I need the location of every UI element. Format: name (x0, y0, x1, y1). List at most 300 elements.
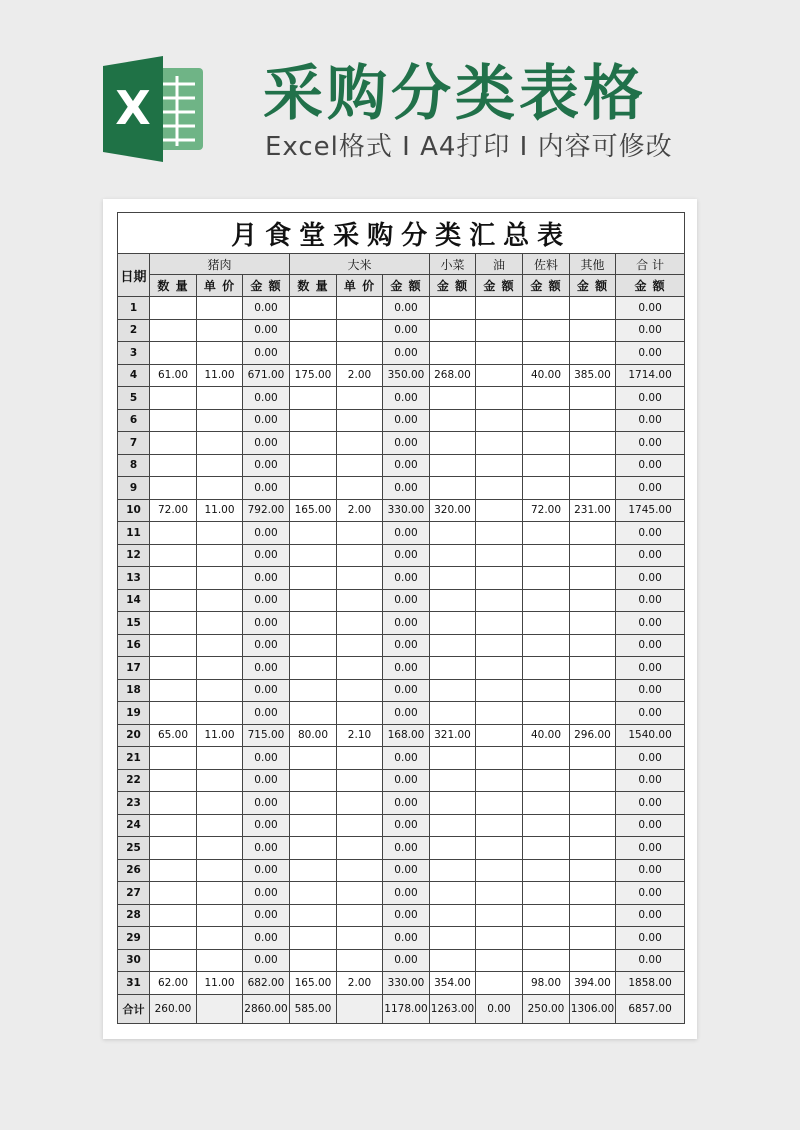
cell-pork-amount[interactable]: 0.00 (243, 747, 290, 770)
cell-other-amount[interactable] (570, 454, 616, 477)
cell-oil-amount[interactable] (476, 814, 523, 837)
cell-vegetables-amount[interactable] (430, 837, 476, 860)
cell-vegetables-amount[interactable] (430, 949, 476, 972)
cell-rice-price[interactable] (337, 927, 383, 950)
total-rice-amount[interactable]: 1178.00 (383, 994, 430, 1023)
cell-seasoning-amount[interactable] (523, 567, 570, 590)
cell-seasoning-amount[interactable] (523, 454, 570, 477)
cell-pork-amount[interactable]: 0.00 (243, 634, 290, 657)
cell-date[interactable]: 28 (118, 904, 150, 927)
cell-pork-quantity[interactable]: 72.00 (150, 499, 197, 522)
cell-other-amount[interactable] (570, 387, 616, 410)
cell-pork-quantity[interactable] (150, 747, 197, 770)
cell-date[interactable]: 5 (118, 387, 150, 410)
cell-date[interactable]: 2 (118, 319, 150, 342)
cell-pork-quantity[interactable] (150, 837, 197, 860)
cell-rice-quantity[interactable] (290, 837, 337, 860)
cell-other-amount[interactable]: 231.00 (570, 499, 616, 522)
cell-other-amount[interactable] (570, 792, 616, 815)
total-total-amount[interactable]: 6857.00 (616, 994, 685, 1023)
cell-other-amount[interactable] (570, 657, 616, 680)
cell-vegetables-amount[interactable] (430, 522, 476, 545)
cell-vegetables-amount[interactable] (430, 814, 476, 837)
cell-total-amount[interactable]: 0.00 (616, 522, 685, 545)
cell-oil-amount[interactable] (476, 364, 523, 387)
cell-rice-amount[interactable]: 0.00 (383, 522, 430, 545)
cell-rice-quantity[interactable] (290, 657, 337, 680)
cell-pork-price[interactable] (197, 927, 243, 950)
cell-pork-amount[interactable]: 0.00 (243, 387, 290, 410)
cell-date[interactable]: 4 (118, 364, 150, 387)
cell-total-amount[interactable]: 0.00 (616, 769, 685, 792)
cell-seasoning-amount[interactable] (523, 634, 570, 657)
cell-rice-quantity[interactable] (290, 949, 337, 972)
cell-other-amount[interactable] (570, 612, 616, 635)
cell-rice-quantity[interactable] (290, 432, 337, 455)
cell-pork-quantity[interactable] (150, 792, 197, 815)
cell-vegetables-amount[interactable] (430, 882, 476, 905)
cell-rice-price[interactable] (337, 454, 383, 477)
cell-pork-quantity[interactable]: 61.00 (150, 364, 197, 387)
cell-pork-price[interactable] (197, 814, 243, 837)
cell-pork-amount[interactable]: 0.00 (243, 567, 290, 590)
total-rice-price[interactable] (337, 994, 383, 1023)
cell-date[interactable]: 17 (118, 657, 150, 680)
cell-rice-quantity[interactable] (290, 544, 337, 567)
cell-other-amount[interactable] (570, 949, 616, 972)
cell-total-amount[interactable]: 0.00 (616, 544, 685, 567)
cell-pork-price[interactable]: 11.00 (197, 724, 243, 747)
cell-rice-quantity[interactable]: 165.00 (290, 499, 337, 522)
total-oil-amount[interactable]: 0.00 (476, 994, 523, 1023)
cell-pork-amount[interactable]: 0.00 (243, 679, 290, 702)
cell-pork-price[interactable] (197, 432, 243, 455)
cell-total-amount[interactable]: 0.00 (616, 319, 685, 342)
cell-oil-amount[interactable] (476, 859, 523, 882)
cell-total-amount[interactable]: 0.00 (616, 882, 685, 905)
cell-vegetables-amount[interactable] (430, 769, 476, 792)
cell-rice-amount[interactable]: 0.00 (383, 747, 430, 770)
cell-rice-price[interactable] (337, 544, 383, 567)
cell-rice-price[interactable] (337, 634, 383, 657)
cell-pork-price[interactable] (197, 544, 243, 567)
cell-vegetables-amount[interactable]: 320.00 (430, 499, 476, 522)
cell-total-amount[interactable]: 1745.00 (616, 499, 685, 522)
cell-date[interactable]: 15 (118, 612, 150, 635)
cell-other-amount[interactable] (570, 814, 616, 837)
cell-pork-amount[interactable]: 0.00 (243, 702, 290, 725)
cell-vegetables-amount[interactable] (430, 792, 476, 815)
cell-other-amount[interactable] (570, 837, 616, 860)
cell-rice-price[interactable] (337, 679, 383, 702)
cell-rice-amount[interactable]: 0.00 (383, 544, 430, 567)
cell-total-amount[interactable]: 0.00 (616, 634, 685, 657)
cell-pork-quantity[interactable] (150, 387, 197, 410)
cell-total-amount[interactable]: 1540.00 (616, 724, 685, 747)
cell-pork-amount[interactable]: 0.00 (243, 432, 290, 455)
cell-seasoning-amount[interactable] (523, 814, 570, 837)
cell-other-amount[interactable] (570, 319, 616, 342)
cell-other-amount[interactable] (570, 432, 616, 455)
cell-rice-amount[interactable]: 0.00 (383, 814, 430, 837)
cell-rice-amount[interactable]: 0.00 (383, 454, 430, 477)
cell-other-amount[interactable] (570, 567, 616, 590)
cell-oil-amount[interactable] (476, 837, 523, 860)
cell-rice-price[interactable] (337, 814, 383, 837)
cell-total-amount[interactable]: 0.00 (616, 477, 685, 500)
cell-seasoning-amount[interactable] (523, 837, 570, 860)
cell-rice-quantity[interactable] (290, 634, 337, 657)
cell-oil-amount[interactable] (476, 949, 523, 972)
cell-rice-quantity[interactable] (290, 769, 337, 792)
cell-pork-price[interactable] (197, 567, 243, 590)
total-pork-amount[interactable]: 2860.00 (243, 994, 290, 1023)
cell-other-amount[interactable] (570, 904, 616, 927)
cell-date[interactable]: 14 (118, 589, 150, 612)
cell-rice-quantity[interactable] (290, 927, 337, 950)
cell-pork-quantity[interactable] (150, 927, 197, 950)
cell-rice-price[interactable] (337, 522, 383, 545)
cell-pork-quantity[interactable] (150, 522, 197, 545)
cell-seasoning-amount[interactable] (523, 387, 570, 410)
cell-rice-quantity[interactable] (290, 589, 337, 612)
cell-seasoning-amount[interactable] (523, 612, 570, 635)
cell-other-amount[interactable] (570, 522, 616, 545)
cell-total-amount[interactable]: 0.00 (616, 679, 685, 702)
cell-rice-price[interactable] (337, 477, 383, 500)
cell-pork-amount[interactable]: 0.00 (243, 882, 290, 905)
cell-oil-amount[interactable] (476, 454, 523, 477)
cell-oil-amount[interactable] (476, 297, 523, 320)
cell-rice-amount[interactable]: 0.00 (383, 769, 430, 792)
cell-rice-quantity[interactable] (290, 387, 337, 410)
cell-rice-price[interactable] (337, 589, 383, 612)
cell-date[interactable]: 7 (118, 432, 150, 455)
cell-total-amount[interactable]: 0.00 (616, 792, 685, 815)
cell-pork-amount[interactable]: 0.00 (243, 792, 290, 815)
cell-seasoning-amount[interactable] (523, 544, 570, 567)
cell-date[interactable]: 22 (118, 769, 150, 792)
cell-rice-quantity[interactable] (290, 612, 337, 635)
cell-rice-quantity[interactable] (290, 409, 337, 432)
cell-pork-amount[interactable]: 0.00 (243, 522, 290, 545)
cell-seasoning-amount[interactable] (523, 949, 570, 972)
cell-date[interactable]: 20 (118, 724, 150, 747)
cell-pork-price[interactable] (197, 657, 243, 680)
cell-vegetables-amount[interactable] (430, 432, 476, 455)
cell-rice-quantity[interactable] (290, 904, 337, 927)
cell-seasoning-amount[interactable] (523, 679, 570, 702)
cell-date[interactable]: 24 (118, 814, 150, 837)
cell-rice-amount[interactable]: 0.00 (383, 859, 430, 882)
cell-pork-quantity[interactable] (150, 477, 197, 500)
cell-seasoning-amount[interactable] (523, 522, 570, 545)
cell-total-amount[interactable]: 0.00 (616, 342, 685, 365)
cell-rice-amount[interactable]: 0.00 (383, 904, 430, 927)
cell-date[interactable]: 1 (118, 297, 150, 320)
cell-pork-amount[interactable]: 0.00 (243, 342, 290, 365)
cell-pork-quantity[interactable] (150, 769, 197, 792)
cell-vegetables-amount[interactable] (430, 927, 476, 950)
cell-pork-amount[interactable]: 0.00 (243, 409, 290, 432)
cell-rice-price[interactable]: 2.10 (337, 724, 383, 747)
cell-oil-amount[interactable] (476, 724, 523, 747)
cell-other-amount[interactable] (570, 477, 616, 500)
cell-rice-price[interactable]: 2.00 (337, 972, 383, 995)
cell-rice-amount[interactable]: 330.00 (383, 499, 430, 522)
cell-pork-quantity[interactable] (150, 634, 197, 657)
cell-total-amount[interactable]: 0.00 (616, 949, 685, 972)
cell-pork-quantity[interactable] (150, 567, 197, 590)
cell-seasoning-amount[interactable] (523, 882, 570, 905)
cell-pork-price[interactable] (197, 792, 243, 815)
cell-date[interactable]: 26 (118, 859, 150, 882)
cell-rice-price[interactable] (337, 432, 383, 455)
cell-total-amount[interactable]: 0.00 (616, 612, 685, 635)
cell-rice-quantity[interactable] (290, 702, 337, 725)
cell-rice-price[interactable] (337, 859, 383, 882)
cell-pork-amount[interactable]: 792.00 (243, 499, 290, 522)
cell-pork-amount[interactable]: 0.00 (243, 949, 290, 972)
cell-pork-amount[interactable]: 0.00 (243, 927, 290, 950)
cell-seasoning-amount[interactable] (523, 297, 570, 320)
cell-other-amount[interactable] (570, 679, 616, 702)
cell-rice-amount[interactable]: 0.00 (383, 612, 430, 635)
cell-other-amount[interactable] (570, 409, 616, 432)
cell-oil-amount[interactable] (476, 499, 523, 522)
cell-other-amount[interactable] (570, 747, 616, 770)
cell-other-amount[interactable] (570, 769, 616, 792)
cell-rice-amount[interactable]: 168.00 (383, 724, 430, 747)
cell-pork-quantity[interactable] (150, 342, 197, 365)
cell-total-amount[interactable]: 0.00 (616, 297, 685, 320)
cell-rice-price[interactable] (337, 769, 383, 792)
cell-pork-quantity[interactable] (150, 432, 197, 455)
cell-other-amount[interactable] (570, 882, 616, 905)
cell-oil-amount[interactable] (476, 567, 523, 590)
cell-seasoning-amount[interactable]: 98.00 (523, 972, 570, 995)
cell-rice-price[interactable] (337, 297, 383, 320)
cell-seasoning-amount[interactable] (523, 769, 570, 792)
cell-pork-quantity[interactable] (150, 679, 197, 702)
cell-vegetables-amount[interactable]: 354.00 (430, 972, 476, 995)
cell-rice-amount[interactable]: 0.00 (383, 949, 430, 972)
cell-vegetables-amount[interactable] (430, 904, 476, 927)
cell-pork-amount[interactable]: 682.00 (243, 972, 290, 995)
cell-rice-amount[interactable]: 0.00 (383, 342, 430, 365)
cell-rice-price[interactable] (337, 612, 383, 635)
cell-oil-amount[interactable] (476, 477, 523, 500)
cell-pork-quantity[interactable] (150, 949, 197, 972)
cell-pork-quantity[interactable] (150, 409, 197, 432)
cell-pork-quantity[interactable] (150, 657, 197, 680)
cell-other-amount[interactable]: 394.00 (570, 972, 616, 995)
cell-vegetables-amount[interactable]: 321.00 (430, 724, 476, 747)
cell-total-amount[interactable]: 1858.00 (616, 972, 685, 995)
cell-rice-amount[interactable]: 350.00 (383, 364, 430, 387)
cell-pork-price[interactable] (197, 342, 243, 365)
cell-vegetables-amount[interactable] (430, 679, 476, 702)
cell-date[interactable]: 25 (118, 837, 150, 860)
cell-oil-amount[interactable] (476, 679, 523, 702)
cell-rice-amount[interactable]: 0.00 (383, 634, 430, 657)
cell-pork-price[interactable] (197, 612, 243, 635)
cell-total-amount[interactable]: 0.00 (616, 747, 685, 770)
cell-vegetables-amount[interactable] (430, 319, 476, 342)
cell-date[interactable]: 18 (118, 679, 150, 702)
cell-rice-quantity[interactable]: 80.00 (290, 724, 337, 747)
cell-pork-quantity[interactable] (150, 319, 197, 342)
cell-pork-price[interactable] (197, 297, 243, 320)
cell-oil-amount[interactable] (476, 522, 523, 545)
cell-rice-amount[interactable]: 0.00 (383, 409, 430, 432)
cell-rice-price[interactable] (337, 567, 383, 590)
cell-rice-quantity[interactable] (290, 679, 337, 702)
cell-date[interactable]: 31 (118, 972, 150, 995)
cell-seasoning-amount[interactable] (523, 319, 570, 342)
cell-rice-price[interactable] (337, 882, 383, 905)
cell-rice-amount[interactable]: 0.00 (383, 792, 430, 815)
cell-oil-amount[interactable] (476, 342, 523, 365)
cell-pork-price[interactable] (197, 949, 243, 972)
cell-total-amount[interactable]: 0.00 (616, 814, 685, 837)
cell-seasoning-amount[interactable] (523, 657, 570, 680)
cell-pork-price[interactable] (197, 904, 243, 927)
cell-oil-amount[interactable] (476, 319, 523, 342)
cell-total-amount[interactable]: 0.00 (616, 387, 685, 410)
cell-pork-quantity[interactable]: 65.00 (150, 724, 197, 747)
cell-other-amount[interactable]: 385.00 (570, 364, 616, 387)
cell-rice-amount[interactable]: 0.00 (383, 837, 430, 860)
cell-rice-quantity[interactable] (290, 859, 337, 882)
cell-rice-amount[interactable]: 0.00 (383, 567, 430, 590)
cell-rice-amount[interactable]: 0.00 (383, 679, 430, 702)
cell-total-amount[interactable]: 0.00 (616, 589, 685, 612)
cell-total-amount[interactable]: 0.00 (616, 702, 685, 725)
cell-total-amount[interactable]: 0.00 (616, 904, 685, 927)
cell-rice-amount[interactable]: 0.00 (383, 319, 430, 342)
cell-vegetables-amount[interactable] (430, 859, 476, 882)
cell-vegetables-amount[interactable] (430, 702, 476, 725)
cell-pork-amount[interactable]: 0.00 (243, 454, 290, 477)
cell-rice-quantity[interactable]: 165.00 (290, 972, 337, 995)
cell-rice-quantity[interactable] (290, 319, 337, 342)
cell-seasoning-amount[interactable] (523, 342, 570, 365)
cell-date[interactable]: 23 (118, 792, 150, 815)
cell-oil-amount[interactable] (476, 432, 523, 455)
cell-rice-price[interactable] (337, 837, 383, 860)
cell-pork-amount[interactable]: 0.00 (243, 657, 290, 680)
cell-rice-quantity[interactable] (290, 567, 337, 590)
cell-pork-price[interactable] (197, 634, 243, 657)
cell-pork-amount[interactable]: 0.00 (243, 297, 290, 320)
cell-pork-price[interactable] (197, 859, 243, 882)
cell-date[interactable]: 12 (118, 544, 150, 567)
cell-pork-quantity[interactable] (150, 859, 197, 882)
cell-rice-quantity[interactable] (290, 882, 337, 905)
cell-pork-price[interactable] (197, 679, 243, 702)
total-other-amount[interactable]: 1306.00 (570, 994, 616, 1023)
cell-rice-quantity[interactable] (290, 454, 337, 477)
cell-pork-quantity[interactable] (150, 814, 197, 837)
total-vegetables-amount[interactable]: 1263.00 (430, 994, 476, 1023)
cell-rice-amount[interactable]: 330.00 (383, 972, 430, 995)
cell-pork-quantity[interactable]: 62.00 (150, 972, 197, 995)
cell-oil-amount[interactable] (476, 634, 523, 657)
cell-oil-amount[interactable] (476, 972, 523, 995)
cell-rice-price[interactable]: 2.00 (337, 364, 383, 387)
cell-seasoning-amount[interactable] (523, 477, 570, 500)
cell-date[interactable]: 11 (118, 522, 150, 545)
cell-pork-amount[interactable]: 0.00 (243, 544, 290, 567)
cell-pork-price[interactable] (197, 589, 243, 612)
cell-total-amount[interactable]: 0.00 (616, 859, 685, 882)
cell-seasoning-amount[interactable] (523, 904, 570, 927)
cell-rice-price[interactable] (337, 747, 383, 770)
cell-rice-amount[interactable]: 0.00 (383, 657, 430, 680)
cell-rice-quantity[interactable] (290, 792, 337, 815)
cell-oil-amount[interactable] (476, 904, 523, 927)
cell-pork-quantity[interactable] (150, 544, 197, 567)
cell-rice-quantity[interactable] (290, 342, 337, 365)
cell-other-amount[interactable]: 296.00 (570, 724, 616, 747)
cell-rice-quantity[interactable]: 175.00 (290, 364, 337, 387)
cell-rice-price[interactable] (337, 319, 383, 342)
cell-rice-price[interactable] (337, 702, 383, 725)
cell-rice-amount[interactable]: 0.00 (383, 297, 430, 320)
cell-pork-price[interactable]: 11.00 (197, 364, 243, 387)
cell-seasoning-amount[interactable] (523, 792, 570, 815)
cell-rice-amount[interactable]: 0.00 (383, 927, 430, 950)
cell-rice-price[interactable] (337, 657, 383, 680)
cell-oil-amount[interactable] (476, 747, 523, 770)
cell-rice-price[interactable] (337, 949, 383, 972)
cell-total-amount[interactable]: 0.00 (616, 432, 685, 455)
cell-oil-amount[interactable] (476, 589, 523, 612)
cell-seasoning-amount[interactable] (523, 589, 570, 612)
cell-date[interactable]: 13 (118, 567, 150, 590)
cell-rice-quantity[interactable] (290, 477, 337, 500)
cell-pork-amount[interactable]: 0.00 (243, 904, 290, 927)
cell-other-amount[interactable] (570, 297, 616, 320)
cell-rice-amount[interactable]: 0.00 (383, 387, 430, 410)
cell-date[interactable]: 3 (118, 342, 150, 365)
cell-other-amount[interactable] (570, 927, 616, 950)
cell-rice-price[interactable] (337, 409, 383, 432)
total-pork-quantity[interactable]: 260.00 (150, 994, 197, 1023)
cell-pork-amount[interactable]: 0.00 (243, 612, 290, 635)
cell-date[interactable]: 10 (118, 499, 150, 522)
cell-seasoning-amount[interactable] (523, 409, 570, 432)
cell-other-amount[interactable] (570, 634, 616, 657)
cell-date[interactable]: 29 (118, 927, 150, 950)
cell-vegetables-amount[interactable] (430, 657, 476, 680)
cell-pork-quantity[interactable] (150, 454, 197, 477)
cell-pork-quantity[interactable] (150, 589, 197, 612)
cell-pork-price[interactable]: 11.00 (197, 499, 243, 522)
cell-pork-price[interactable] (197, 454, 243, 477)
total-rice-quantity[interactable]: 585.00 (290, 994, 337, 1023)
cell-oil-amount[interactable] (476, 927, 523, 950)
cell-vegetables-amount[interactable] (430, 544, 476, 567)
cell-oil-amount[interactable] (476, 702, 523, 725)
total-pork-price[interactable] (197, 994, 243, 1023)
cell-total-amount[interactable]: 0.00 (616, 657, 685, 680)
cell-rice-price[interactable] (337, 387, 383, 410)
cell-total-amount[interactable]: 0.00 (616, 927, 685, 950)
cell-total-amount[interactable]: 0.00 (616, 567, 685, 590)
total-seasoning-amount[interactable]: 250.00 (523, 994, 570, 1023)
